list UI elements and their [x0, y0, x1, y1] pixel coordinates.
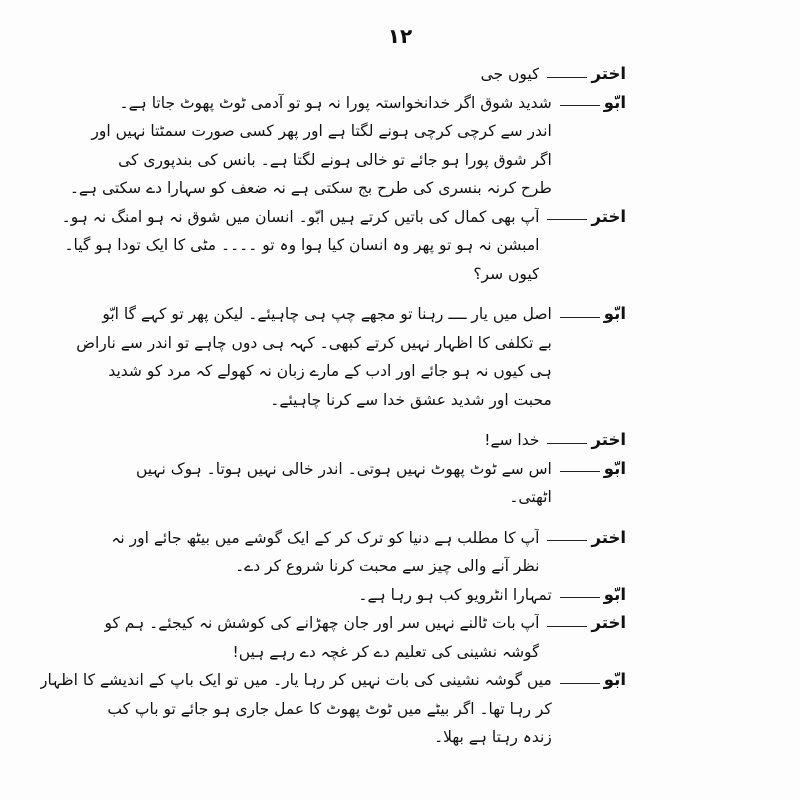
- dialogue-turn: [135, 455, 626, 512]
- speaker-dash: [560, 596, 600, 598]
- speech-line: طرح کرنہ بنسری کی طرح بج سکتی ہے نہ ضعف کو سہارا دے سکتی ہے۔: [69, 179, 552, 197]
- speech-text: [196, 60, 539, 89]
- speech-line: تمہارا انٹرویو کب ہو رہا ہے۔: [358, 585, 552, 604]
- speaker-label: ابّو: [552, 455, 626, 484]
- speaker-label: اختر: [539, 524, 626, 553]
- speech-line: ہی کیوں نہ ہو جائے اور ادب کے مارے زبان نہ کھولے کہ مرد کو شدید: [108, 362, 552, 380]
- speech-line: محبت اور شدید عشق خدا سے کرنا چاہیئے۔: [270, 390, 552, 409]
- speech-line: اگر شوق پورا ہو جائے تو خالی ہونے لگتا ہے۔ بانس کی بندپوری کی: [118, 150, 552, 169]
- dialogue-turn: [69, 89, 626, 203]
- speech-text: [111, 524, 539, 581]
- speaker-dash: [547, 76, 587, 78]
- speech-text: [76, 300, 552, 414]
- speech-line: گوشہ نشینی کی تعلیم دے کر غچہ دے رہے ہیں!: [232, 642, 540, 661]
- speaker-dash: [560, 470, 600, 472]
- speech-line: نظر آنے والی چیز سے محبت کرنا شروع کر دے۔: [235, 557, 540, 575]
- speech-line: کیوں جی: [480, 65, 540, 83]
- dialogue-turn: [104, 609, 626, 666]
- speech-text: [104, 609, 539, 666]
- speaker-label: ابّو: [552, 300, 626, 329]
- speech-line: کیوں سر؟: [473, 264, 540, 283]
- speaker-dash: [547, 442, 587, 444]
- speaker-label: اختر: [539, 426, 626, 455]
- speaker-label: ابّو: [552, 89, 626, 118]
- dialogue-turn: [39, 666, 626, 752]
- speaker-dash: [547, 218, 587, 220]
- speech-line: آپ بات ٹالنے نہیں سر اور جان چھڑانے کی کوشش نہ کیجئے۔ ہم کو: [104, 614, 540, 632]
- speaker-dash: [560, 682, 600, 684]
- speech-line: شدید شوق اگر خدانخواستہ پورا نہ ہو تو آدمی ٹوٹ پھوٹ جاتا ہے۔: [119, 93, 552, 112]
- speech-line: آپ بھی کمال کی باتیں کرتے ہیں ابّو۔ انسان میں شوق نہ ہو امنگ نہ ہو۔: [61, 207, 540, 226]
- speech-line: آپ کا مطلب ہے دنیا کو ترک کر کے ایک گوشے میں بیٹھ جائے اور نہ: [111, 528, 540, 547]
- speech-text: [40, 666, 552, 752]
- speech-line: اٹھتی۔: [509, 488, 552, 506]
- dialogue-body: [39, 60, 626, 752]
- speech-line: خدا سے!: [484, 431, 540, 449]
- dialogue-turn: [111, 524, 626, 581]
- speaker-dash: [560, 316, 600, 318]
- speech-text: [136, 455, 552, 512]
- speech-text: [196, 426, 539, 455]
- speaker-label: ابّو: [552, 666, 626, 695]
- speech-line: میں گوشہ نشینی کی بات نہیں کر رہا یار۔ میں تو ایک باپ کے اندیشے کا اظہار: [39, 671, 552, 689]
- speech-line: کر رہا تھا۔ اگر بیٹے میں ٹوٹ پھوٹ کا عمل جاری ہو جائے تو باپ کب: [107, 699, 552, 718]
- speech-line: اصل میں یار ــــ رہنا تو مجھے چپ ہی چاہیئے۔ لیکن پھر تو کہے گا ابّو: [102, 305, 552, 323]
- speaker-label: اختر: [539, 60, 626, 89]
- speech-line: بے تکلفی کا اظہار نہیں کرتے کبھی۔ کہہ ہی دوں چاہے تو اندر سے ناراض: [76, 333, 552, 352]
- speech-line: اندر سے کرچی کرچی ہونے لگتا ہے اور پھر کسی صورت سمٹتا نہیں اور: [91, 122, 552, 140]
- speaker-dash: [547, 539, 587, 541]
- speech-line: زندہ رہتا ہے بھلا۔: [434, 728, 552, 746]
- speaker-label: ابّو: [552, 581, 626, 610]
- speech-line: امبشن نہ ہو تو پھر وہ انسان کیا ہوا وہ تو ۔۔۔۔ مٹی کا ایک تودا ہو گیا۔: [64, 236, 540, 254]
- speech-text: [70, 89, 552, 203]
- speaker-dash: [560, 104, 600, 106]
- dialogue-turn: [196, 581, 626, 610]
- speaker-label: اختر: [539, 609, 626, 638]
- speaker-dash: [547, 625, 587, 627]
- dialogue-turn: [76, 300, 626, 414]
- page-number: ۱۲: [387, 24, 413, 48]
- speech-line: اس سے ٹوٹ پھوٹ نہیں ہوتی۔ اندر خالی نہیں ہوتا۔ ہوک نہیں: [135, 459, 552, 478]
- dialogue-turn: [196, 60, 626, 89]
- speech-text: [196, 581, 552, 610]
- dialogue-turn: [196, 426, 626, 455]
- speech-text: [62, 203, 540, 289]
- dialogue-turn: [61, 203, 626, 289]
- speaker-label: اختر: [539, 203, 626, 232]
